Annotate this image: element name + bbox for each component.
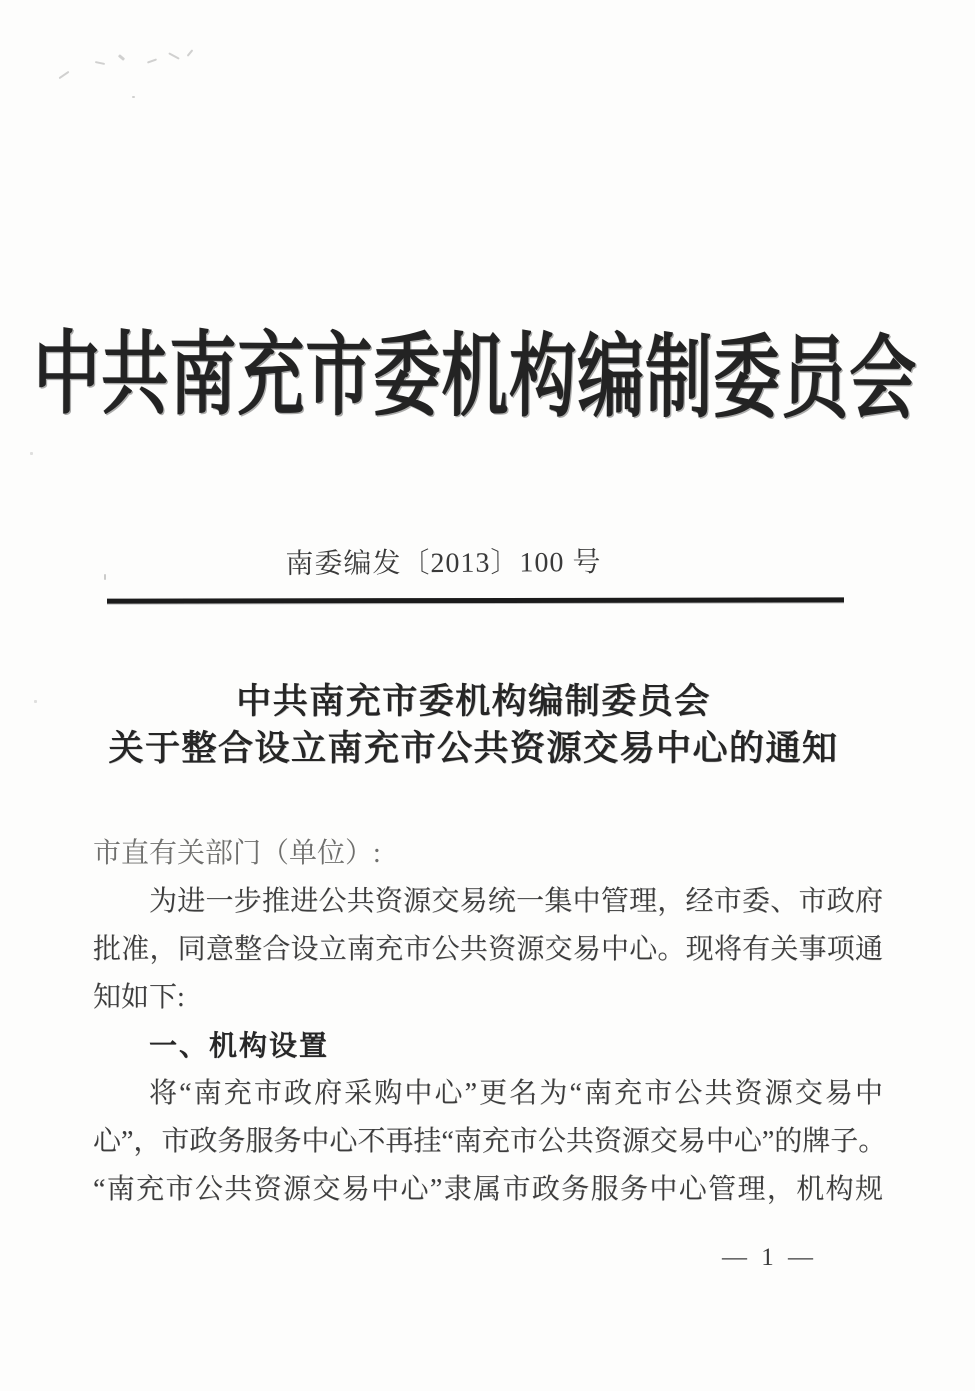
notice-title-line1: 中共南充市委机构编制委员会 [236,682,711,721]
scan-artifact [118,54,125,61]
letterhead-title: 中共南充市委机构编制委员会 [33,324,918,431]
letterhead-divider-rule [107,597,844,603]
scan-artifact [187,49,194,56]
scan-artifact [168,52,180,59]
notice-title [0,678,947,772]
page-number: — 1 — [722,1244,817,1271]
scan-artifact [95,61,105,65]
section-heading: 一、机构设置 [149,1030,330,1061]
body-line: 将“南充市政府采购中心”更名为“南充市公共资源交易中 [149,1078,883,1109]
body-line: 知如下: [93,982,185,1013]
notice-title-line2: 关于整合设立南充市公共资源交易中心的通知 [108,729,839,768]
body-salutation: 市直有关部门（单位）: [93,838,381,869]
body-line: 批准，同意整合设立南充市公共资源交易中心。现将有关事项通 [93,934,883,965]
scan-artifact [30,452,33,455]
document-number: 南委编发〔2013〕100 号 [285,547,602,580]
scan-artifact [147,58,157,63]
scan-artifact [132,96,135,98]
notice-body [93,830,887,1214]
scan-artifact [59,71,70,80]
body-line: 为进一步推进公共资源交易统一集中管理，经市委、市政府 [149,886,883,917]
body-line: 心”，市政务服务中心不再挂“南充市公共资源交易中心”的牌子。 [93,1126,887,1157]
body-line: “南充市公共资源交易中心”隶属市政务服务中心管理，机构规 [93,1174,883,1205]
